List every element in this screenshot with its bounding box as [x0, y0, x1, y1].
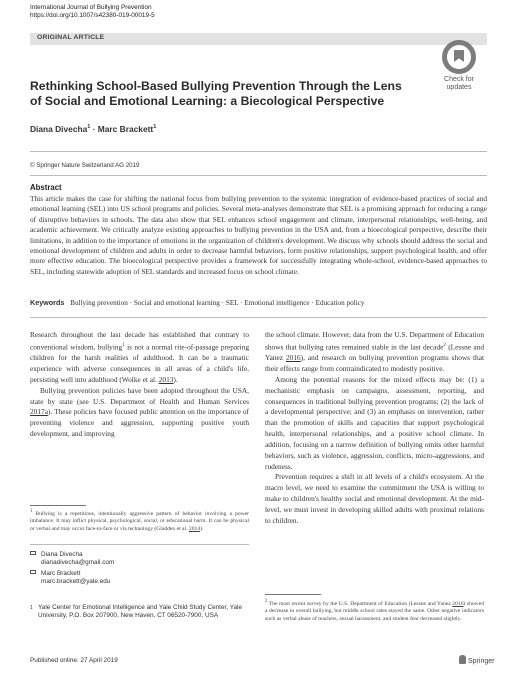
keywords	[30, 298, 487, 308]
check-label: Check for	[444, 76, 474, 83]
footnote-1	[30, 508, 249, 533]
bookmark-icon	[442, 40, 476, 74]
article-title	[30, 79, 430, 109]
text-run: Bullying is a repetitious, intentionally aggressive pattern of behavior involving a power imbalance. It may inflict physical, psychological, social, or educational harm. It can be physical or verbal and may occur face-to-face or via technology (Gladden et al.	[30, 510, 249, 532]
author-list	[30, 124, 156, 134]
divider	[30, 317, 487, 318]
author-name[interactable]: Marc Brackett	[97, 124, 154, 134]
author-affil-sup: 1	[87, 124, 91, 131]
contact-email[interactable]: marc.brackett@yale.edu	[41, 578, 111, 585]
citation-link[interactable]: 2016	[452, 600, 464, 607]
contact-block	[30, 551, 114, 586]
abstract-heading: Abstract	[30, 183, 62, 192]
text-run: Research throughout the last decade has established that contrary to conventional wisdom, bullying	[30, 330, 249, 352]
publisher-name: Springer	[468, 658, 495, 665]
divider	[30, 175, 487, 176]
article-type-banner	[30, 33, 487, 45]
affiliation-marker: 1	[30, 605, 33, 611]
check-for-updates-badge[interactable]	[437, 40, 481, 92]
right-column	[265, 330, 484, 527]
author-separator: ·	[90, 124, 98, 134]
paragraph	[265, 330, 484, 375]
footnote-ref[interactable]: 2	[443, 342, 446, 348]
paragraph	[30, 330, 249, 386]
footnote-marker: 2	[265, 599, 268, 604]
divider	[30, 151, 487, 152]
text-run: ), and research on bullying prevention programs shows that their effects range from contraindicated to modestly positive.	[265, 353, 485, 373]
footnote-2	[265, 598, 484, 623]
publisher-logo	[459, 655, 494, 665]
article-type-label: ORIGINAL ARTICLE	[37, 34, 105, 41]
paragraph	[30, 386, 249, 440]
title-line-2: of Social and Emotional Learning: a Biecological Perspective	[30, 94, 385, 108]
footnote-marker: 1	[30, 509, 33, 514]
text-run: (Lessne and Yanez	[265, 342, 484, 363]
text-run: ).	[200, 525, 204, 532]
updates-label: updates	[446, 84, 472, 91]
paragraph: Prevention requires a shift in all levels of a child's ecosystem. At the macro level, we need to examine the commitment the USA is willing to make to children's healthy social and emotional development. At the mid-level, we must invest in developing skilled adults with proximal relations to children.	[265, 472, 484, 525]
text-run: Bullying prevention policies have been adopted throughout the USA, state by state (see U.S. Department of Health and Human Services	[30, 385, 249, 406]
citation-link[interactable]: 2016	[285, 353, 301, 363]
envelope-icon	[30, 551, 36, 555]
affiliation	[30, 604, 249, 621]
abstract-text: This article makes the case for shifting the national focus from bullying prevention to the systemic integration of evidence-based practices of social and emotional learning (SEL) into US school programs and policies. Several meta-analyses demonstrate that SEL is a promising approach for reducing a range of disruptive behaviors in schools. The data also show that SEL enhances school engagement and climate, interpersonal relationships, well-being, and academic achievement. We critically analyze existing approaches to bullying prevention in the USA and, from a bioecological perspective, describe their limitations, in addition to the importance of emotions in the organization of children's development. We discuss why schools should address the social and emotional development of children and adults in order to decrease harmful behaviors, form positive relationships, support psychological health, and offer more effective education. The bioecological perspective provides a framework for successfully integrating whole-school, evidence-based approaches to SEL, including statewide adoption of SEL standards and increased focus on school climate.	[30, 194, 487, 276]
keywords-list: Bullying prevention · Social and emotional learning · SEL · Emotional intelligence · Education policy	[70, 299, 365, 307]
text-run: the school climate. However, data from the U.S. Department of Education shows that bullying rates remained stable in the last decade	[265, 330, 484, 352]
contact-email[interactable]: dianadivecha@gmail.com	[41, 559, 115, 566]
text-run: ) showed a decrease in overall bullying, but middle school rates stayed the same. Other negative indicators such as verbal abuse of teachers, sexual harassment, and student fear decreased slightly.	[265, 600, 484, 622]
journal-header	[30, 4, 155, 20]
footnote-rule	[30, 505, 86, 506]
journal-name: International Journal of Bullying Prevention	[30, 4, 152, 11]
affiliation-text: Yale Center for Emotional Intelligence and Yale Child Study Center, Yale University, P.O. Box 207900, New Haven, CT 06520-7900, USA	[38, 604, 243, 620]
doi-link[interactable]: https://doi.org/10.1007/s42380-019-00019-5	[30, 12, 155, 19]
title-line-1: Rethinking School-Based Bullying Prevention Through the Lens	[30, 79, 402, 93]
left-column	[30, 330, 249, 440]
contact-name: Diana Divecha	[41, 551, 83, 558]
envelope-icon	[30, 570, 36, 574]
citation-link[interactable]: 2014	[188, 525, 201, 532]
divider	[30, 544, 249, 545]
citation-link[interactable]: 2017a	[30, 407, 48, 417]
text-run: ).	[173, 374, 178, 384]
springer-horse-icon	[459, 655, 466, 664]
published-date: Published online: 27 April 2019	[30, 657, 118, 664]
author-affil-sup: 1	[153, 124, 157, 131]
footnote-ref[interactable]: 1	[122, 342, 125, 348]
paragraph: Among the potential reasons for the mixed effects may be: (1) a mechanistic emphasis on campaigns, assessment, reporting, and consequences in traditional bullying prevention programs; (2) the lack of a developmental perspective; and (3) an emphasis on intervention, rather than the promotion of skills and capacities that support psychological health, interpersonal relationships, and a positive school climate. In addition, focusing on a narrow definition of bullying omits other harmful behaviors, such as violence, aggression, conflicts, micro-aggressions, and rudeness.	[265, 374, 484, 471]
keywords-label: Keywords	[30, 298, 65, 307]
author-name[interactable]: Diana Divecha	[30, 124, 88, 134]
text-run: is not a normal rite-of-passage preparing children for the harsh realities of adulthood. It can be a traumatic experience with adverse consequences in all areas of a child's life, persisting well into adulthood (Wolke et al.	[30, 342, 249, 384]
contact-name: Marc Brackett	[41, 570, 81, 577]
text-run: ). These policies have focused public attention on the importance of preventing violence and aggression, supporting positive youth development, and improving	[30, 407, 249, 439]
copyright: © Springer Nature Switzerland AG 2019	[30, 162, 140, 169]
footnote-rule	[265, 594, 321, 595]
citation-link[interactable]: 2013	[158, 374, 174, 384]
text-run: The most recent survey by the U.S. Department of Education (Lessne and Yanez	[267, 600, 453, 607]
